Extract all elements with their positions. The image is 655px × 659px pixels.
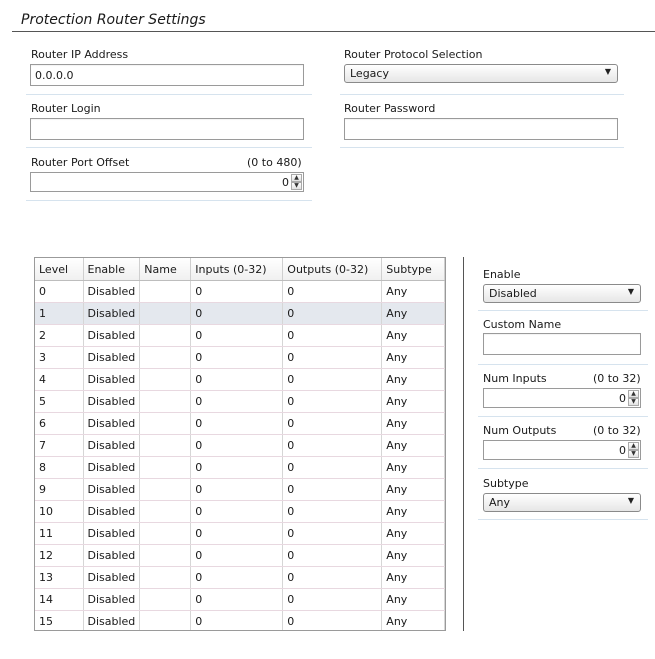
cell-outputs: 0 xyxy=(283,545,382,567)
num-outputs-label: Num Outputs xyxy=(483,424,557,437)
cell-inputs: 0 xyxy=(191,567,283,589)
cell-enable: Disabled xyxy=(83,479,140,501)
cell-level: 11 xyxy=(35,523,83,545)
panel-divider xyxy=(463,257,464,631)
table-row[interactable] xyxy=(35,479,445,501)
cell-outputs: 0 xyxy=(283,325,382,347)
cell-name xyxy=(140,325,191,347)
cell-inputs: 0 xyxy=(191,369,283,391)
column-header-level[interactable]: Level xyxy=(35,258,83,281)
cell-enable: Disabled xyxy=(83,413,140,435)
column-header-subtype[interactable]: Subtype xyxy=(382,258,445,281)
num-inputs-label: Num Inputs xyxy=(483,372,547,385)
table-row[interactable] xyxy=(35,523,445,545)
num-outputs-stepper[interactable] xyxy=(483,440,641,460)
cell-level: 1 xyxy=(35,303,83,325)
router-port-stepper[interactable] xyxy=(30,172,304,192)
cell-outputs: 0 xyxy=(283,369,382,391)
cell-name xyxy=(140,391,191,413)
group-divider xyxy=(478,364,648,365)
chevron-down-icon: ▼ xyxy=(627,287,634,296)
cell-outputs: 0 xyxy=(283,501,382,523)
cell-outputs: 0 xyxy=(283,457,382,479)
cell-enable: Disabled xyxy=(83,435,140,457)
router-protocol-select[interactable] xyxy=(344,64,618,83)
router-ip-label: Router IP Address xyxy=(31,48,129,61)
spin-down-icon[interactable]: ▼ xyxy=(628,398,639,406)
router-password-label: Router Password xyxy=(344,102,436,115)
cell-subtype: Any xyxy=(382,435,445,457)
cell-inputs: 0 xyxy=(191,347,283,369)
cell-level: 7 xyxy=(35,435,83,457)
num-outputs-range: (0 to 32) xyxy=(593,424,641,437)
subtype-label: Subtype xyxy=(483,477,529,490)
title-divider xyxy=(12,31,655,32)
num-inputs-range: (0 to 32) xyxy=(593,372,641,385)
cell-outputs: 0 xyxy=(283,413,382,435)
cell-inputs: 0 xyxy=(191,435,283,457)
cell-subtype: Any xyxy=(382,391,445,413)
cell-level: 13 xyxy=(35,567,83,589)
cell-outputs: 0 xyxy=(283,523,382,545)
group-divider xyxy=(26,147,312,148)
cell-level: 14 xyxy=(35,589,83,611)
cell-enable: Disabled xyxy=(83,523,140,545)
cell-level: 6 xyxy=(35,413,83,435)
cell-level: 5 xyxy=(35,391,83,413)
cell-enable: Disabled xyxy=(83,325,140,347)
cell-level: 4 xyxy=(35,369,83,391)
cell-enable: Disabled xyxy=(83,391,140,413)
cell-outputs: 0 xyxy=(283,391,382,413)
cell-inputs: 0 xyxy=(191,545,283,567)
group-divider xyxy=(340,94,624,95)
custom-name-label: Custom Name xyxy=(483,318,562,331)
router-protocol-value: Legacy xyxy=(350,67,389,80)
spin-up-icon[interactable]: ▲ xyxy=(291,174,302,182)
spin-down-icon[interactable]: ▼ xyxy=(628,450,639,458)
subtype-value: Any xyxy=(489,496,511,509)
cell-subtype: Any xyxy=(382,457,445,479)
num-outputs-value: 0 xyxy=(619,444,626,457)
cell-subtype: Any xyxy=(382,545,445,567)
cell-subtype: Any xyxy=(382,325,445,347)
table-row[interactable] xyxy=(35,545,445,567)
cell-enable: Disabled xyxy=(83,567,140,589)
cell-name xyxy=(140,413,191,435)
cell-inputs: 0 xyxy=(191,391,283,413)
table-row[interactable] xyxy=(35,589,445,611)
cell-name xyxy=(140,589,191,611)
router-port-range: (0 to 480) xyxy=(247,156,302,169)
cell-level: 9 xyxy=(35,479,83,501)
cell-enable: Disabled xyxy=(83,303,140,325)
cell-subtype: Any xyxy=(382,303,445,325)
router-protocol-label: Router Protocol Selection xyxy=(344,48,483,61)
column-header-inputs[interactable]: Inputs (0-32) xyxy=(191,258,283,281)
table-row[interactable] xyxy=(35,325,445,347)
cell-outputs: 0 xyxy=(283,611,382,632)
group-divider xyxy=(478,310,648,311)
cell-outputs: 0 xyxy=(283,347,382,369)
spin-up-icon[interactable]: ▲ xyxy=(628,390,639,398)
cell-enable: Disabled xyxy=(83,501,140,523)
router-login-label: Router Login xyxy=(31,102,101,115)
table-row[interactable] xyxy=(35,457,445,479)
cell-inputs: 0 xyxy=(191,479,283,501)
cell-name xyxy=(140,347,191,369)
cell-inputs: 0 xyxy=(191,501,283,523)
levels-table xyxy=(34,257,446,631)
cell-level: 10 xyxy=(35,501,83,523)
cell-name xyxy=(140,479,191,501)
cell-name xyxy=(140,435,191,457)
cell-name xyxy=(140,457,191,479)
column-header-name[interactable]: Name xyxy=(140,258,191,281)
cell-name xyxy=(140,567,191,589)
cell-level: 8 xyxy=(35,457,83,479)
group-divider xyxy=(26,94,312,95)
cell-enable: Disabled xyxy=(83,589,140,611)
router-login-input[interactable] xyxy=(30,118,304,140)
cell-subtype: Any xyxy=(382,369,445,391)
table-row[interactable] xyxy=(35,413,445,435)
cell-inputs: 0 xyxy=(191,611,283,632)
table-row[interactable] xyxy=(35,501,445,523)
column-header-outputs[interactable]: Outputs (0-32) xyxy=(283,258,382,281)
router-password-input[interactable] xyxy=(344,118,618,140)
spin-down-icon[interactable]: ▼ xyxy=(291,182,302,190)
cell-enable: Disabled xyxy=(83,347,140,369)
router-ip-input[interactable]: 0.0.0.0 xyxy=(30,64,304,86)
cell-inputs: 0 xyxy=(191,281,283,303)
cell-outputs: 0 xyxy=(283,567,382,589)
cell-name xyxy=(140,281,191,303)
table-row[interactable] xyxy=(35,435,445,457)
cell-name xyxy=(140,523,191,545)
router-port-label: Router Port Offset xyxy=(31,156,130,169)
column-header-enable[interactable]: Enable xyxy=(83,258,140,281)
cell-enable: Disabled xyxy=(83,457,140,479)
cell-subtype: Any xyxy=(382,281,445,303)
cell-subtype: Any xyxy=(382,347,445,369)
group-divider xyxy=(478,416,648,417)
chevron-down-icon: ▼ xyxy=(627,496,634,505)
cell-level: 15 xyxy=(35,611,83,632)
custom-name-input[interactable] xyxy=(483,333,641,355)
table-row[interactable] xyxy=(35,611,445,632)
cell-inputs: 0 xyxy=(191,303,283,325)
cell-outputs: 0 xyxy=(283,435,382,457)
cell-enable: Disabled xyxy=(83,369,140,391)
cell-subtype: Any xyxy=(382,523,445,545)
table-row[interactable] xyxy=(35,303,445,325)
cell-outputs: 0 xyxy=(283,589,382,611)
cell-inputs: 0 xyxy=(191,589,283,611)
page-title: Protection Router Settings xyxy=(21,12,206,28)
table-row[interactable] xyxy=(35,347,445,369)
table-header-row xyxy=(35,258,445,281)
cell-outputs: 0 xyxy=(283,479,382,501)
table-row[interactable] xyxy=(35,391,445,413)
cell-enable: Disabled xyxy=(83,545,140,567)
cell-name xyxy=(140,303,191,325)
cell-subtype: Any xyxy=(382,589,445,611)
cell-subtype: Any xyxy=(382,479,445,501)
subtype-select[interactable] xyxy=(483,493,641,512)
cell-level: 0 xyxy=(35,281,83,303)
table-row[interactable] xyxy=(35,369,445,391)
table-row[interactable] xyxy=(35,281,445,303)
num-inputs-stepper[interactable] xyxy=(483,388,641,408)
group-divider xyxy=(340,147,624,148)
cell-outputs: 0 xyxy=(283,303,382,325)
cell-inputs: 0 xyxy=(191,457,283,479)
num-inputs-value: 0 xyxy=(619,392,626,405)
cell-enable: Disabled xyxy=(83,611,140,632)
cell-inputs: 0 xyxy=(191,413,283,435)
spin-up-icon[interactable]: ▲ xyxy=(628,442,639,450)
cell-subtype: Any xyxy=(382,501,445,523)
group-divider xyxy=(26,200,312,201)
cell-inputs: 0 xyxy=(191,523,283,545)
enable-value: Disabled xyxy=(489,287,537,300)
cell-level: 2 xyxy=(35,325,83,347)
cell-subtype: Any xyxy=(382,413,445,435)
enable-label: Enable xyxy=(483,268,521,281)
cell-name xyxy=(140,545,191,567)
cell-inputs: 0 xyxy=(191,325,283,347)
cell-enable: Disabled xyxy=(83,281,140,303)
router-port-value: 0 xyxy=(282,176,289,189)
cell-name xyxy=(140,611,191,632)
cell-subtype: Any xyxy=(382,567,445,589)
group-divider xyxy=(478,468,648,469)
cell-name xyxy=(140,369,191,391)
cell-outputs: 0 xyxy=(283,281,382,303)
cell-subtype: Any xyxy=(382,611,445,632)
chevron-down-icon: ▼ xyxy=(604,67,611,76)
cell-name xyxy=(140,501,191,523)
table-row[interactable] xyxy=(35,567,445,589)
enable-select[interactable] xyxy=(483,284,641,303)
cell-level: 12 xyxy=(35,545,83,567)
group-divider xyxy=(478,519,648,520)
cell-level: 3 xyxy=(35,347,83,369)
